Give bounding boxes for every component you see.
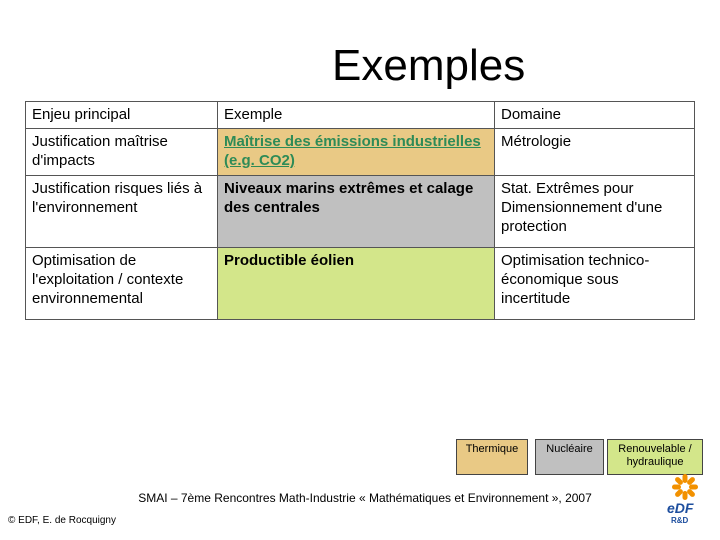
header-exemple: Exemple [218, 102, 495, 129]
cell-exemple [218, 129, 495, 176]
legend-thermique: Thermique [456, 439, 528, 475]
logo-text: eDF [667, 500, 694, 516]
header-enjeu: Enjeu principal [26, 102, 218, 129]
cell-domaine: Stat. Extrêmes pour Dimensionnement d'une protection [495, 176, 695, 248]
cell-exemple: Niveaux marins extrêmes et calage des centrales [218, 176, 495, 248]
logo-subtext: R&D [671, 516, 689, 525]
header-domaine: Domaine [495, 102, 695, 129]
legend-nucleaire: Nucléaire [535, 439, 604, 475]
legend-renouvelable: Renouvelable / hydraulique [607, 439, 703, 475]
example-link[interactable]: Maîtrise des émissions industrielles (e.g. CO2) [224, 133, 481, 169]
table-row [26, 248, 695, 320]
examples-table [25, 101, 695, 320]
copyright-text: © EDF, E. de Rocquigny [8, 515, 116, 526]
table-row [26, 129, 695, 176]
cell-domaine: Métrologie [495, 129, 695, 176]
cell-domaine: Optimisation technico-économique sous incertitude [495, 248, 695, 320]
footer-text: SMAI – 7ème Rencontres Math-Industrie « Mathématiques et Environnement », 2007 [138, 491, 592, 505]
cell-enjeu: Optimisation de l'exploitation / contexte environnemental [26, 248, 218, 320]
cell-enjeu: Justification maîtrise d'impacts [26, 129, 218, 176]
table-header-row [26, 102, 695, 129]
cell-enjeu: Justification risques liés à l'environnement [26, 176, 218, 248]
slide-title: Exemples [332, 41, 526, 90]
cell-exemple: Productible éolien [218, 248, 495, 320]
table-row [26, 176, 695, 248]
